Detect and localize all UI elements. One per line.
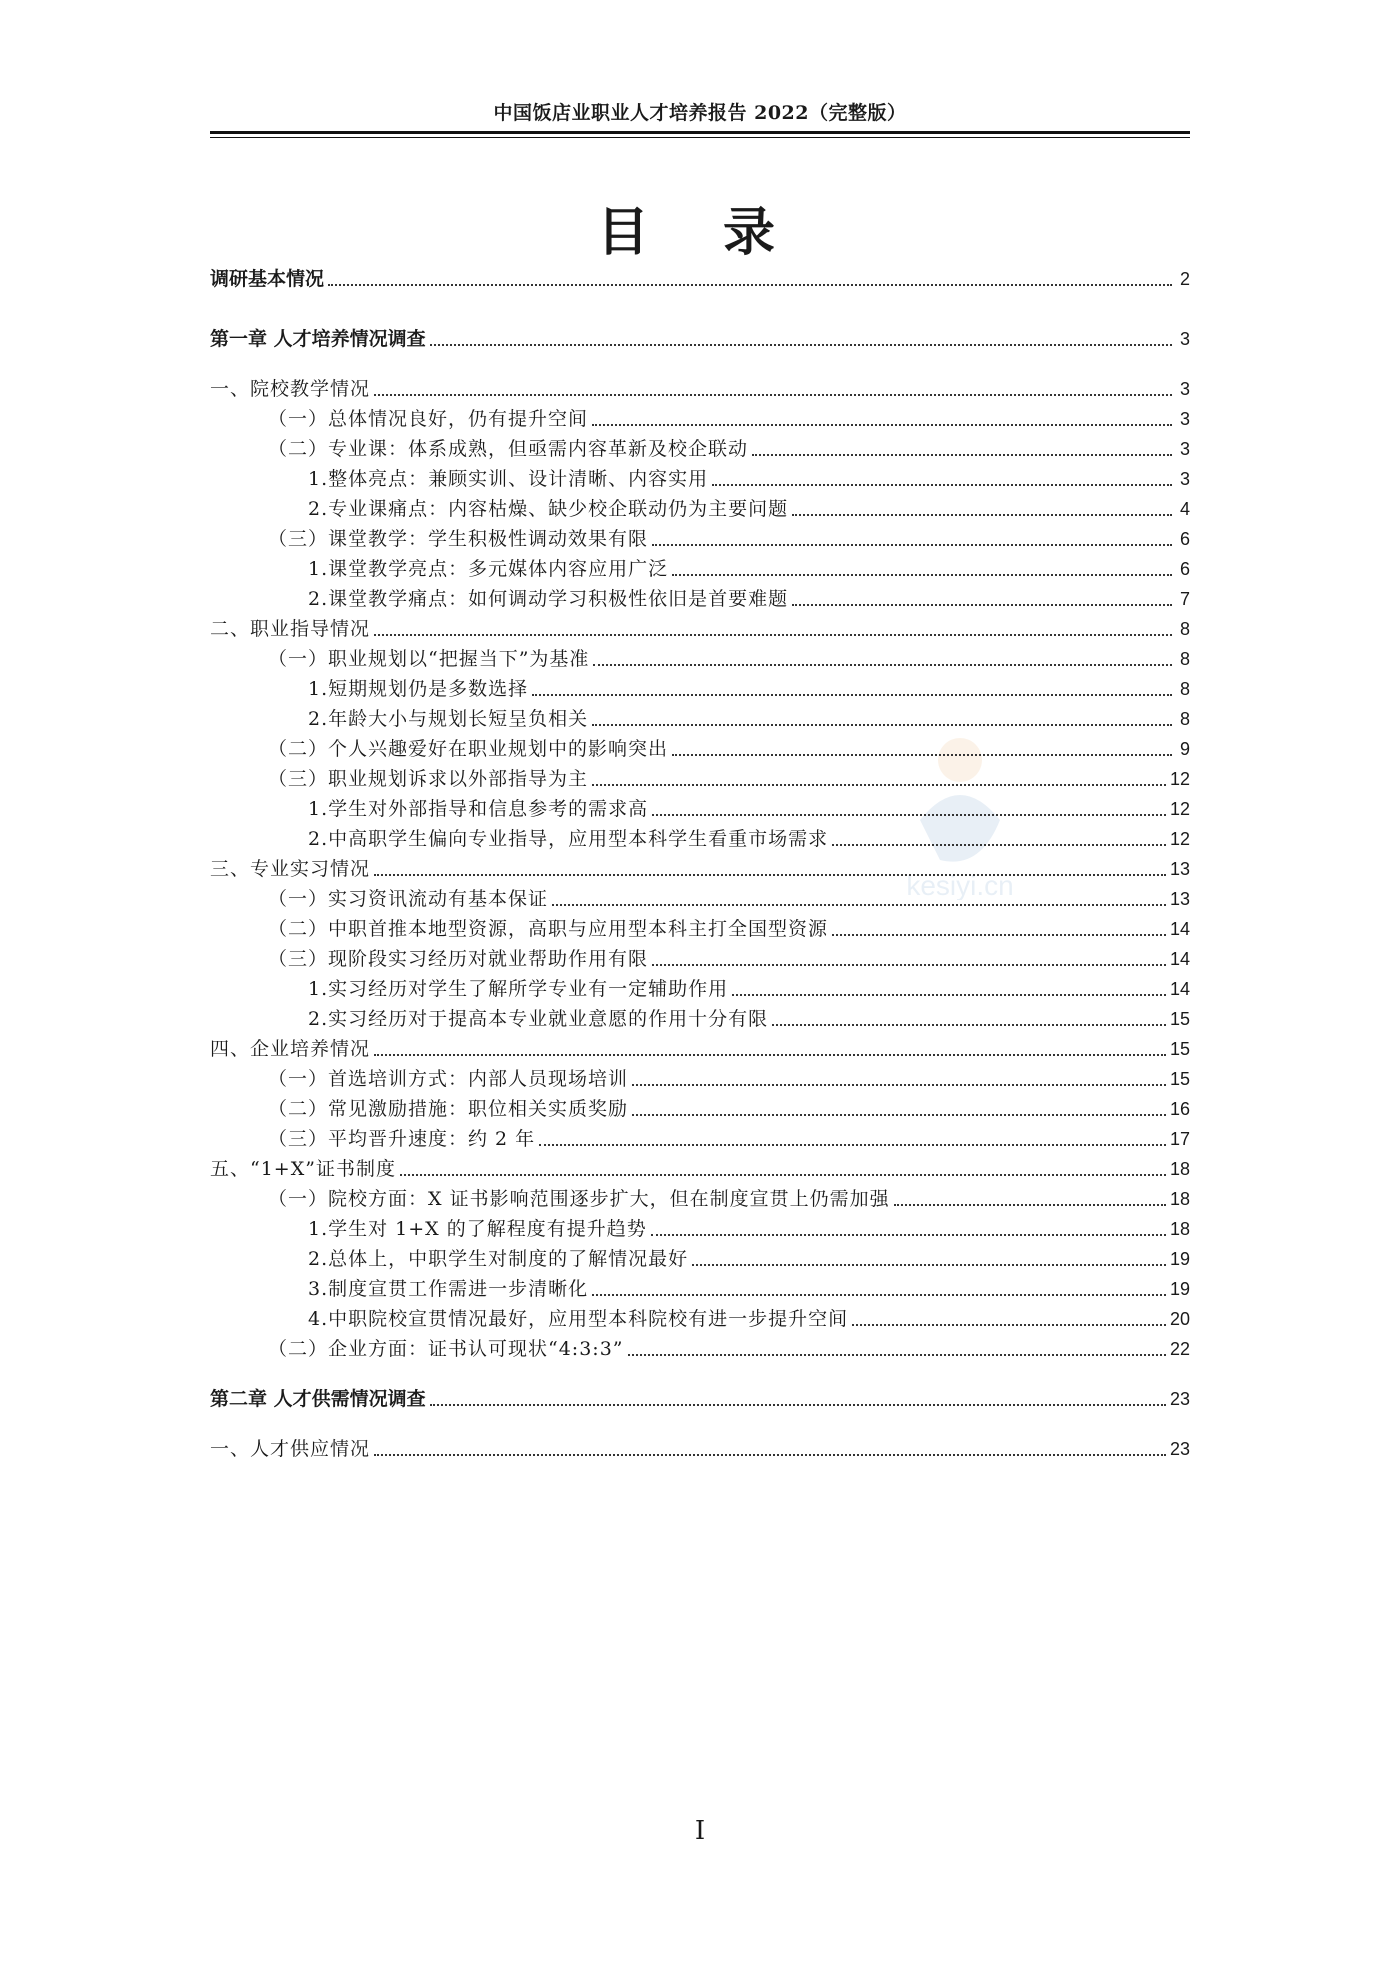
toc-dot-leader <box>672 754 1172 756</box>
toc-dot-leader <box>592 784 1166 786</box>
toc-dot-leader <box>592 1294 1166 1296</box>
toc-entry[interactable] <box>210 432 1190 462</box>
toc-entry-label: 1.课堂教学亮点：多元媒体内容应用广泛 <box>308 558 669 580</box>
toc-entry-page: 18 <box>1169 1219 1190 1239</box>
toc-entry[interactable] <box>210 1212 1190 1242</box>
toc-entry-label: 2.中高职学生偏向专业指导，应用型本科学生看重市场需求 <box>308 828 829 850</box>
toc-entry-label: 一、院校教学情况 <box>210 378 371 400</box>
toc-entry[interactable] <box>210 762 1190 792</box>
page-title: 目 录 <box>596 202 804 263</box>
header-title: 中国饭店业职业人才培养报告 2022（完整版） <box>493 102 907 124</box>
toc-entry-page: 15 <box>1169 1069 1190 1089</box>
toc-entry-label: 1.学生对 1+X 的了解程度有提升趋势 <box>308 1218 647 1240</box>
toc-entry[interactable] <box>210 1382 1190 1412</box>
toc-dot-leader <box>532 694 1172 696</box>
toc-entry-page: 8 <box>1179 709 1190 729</box>
toc-entry-label: 调研基本情况 <box>210 268 325 290</box>
toc-dot-leader <box>692 1264 1166 1266</box>
toc-dot-leader <box>852 1324 1166 1326</box>
toc-entry[interactable] <box>210 792 1190 822</box>
toc-dot-leader <box>792 604 1172 606</box>
toc-entry[interactable] <box>210 612 1190 642</box>
toc-entry-label: 1.整体亮点：兼顾实训、设计清晰、内容实用 <box>308 468 709 490</box>
toc-entry-page: 18 <box>1169 1189 1190 1209</box>
toc-entry[interactable] <box>210 882 1190 912</box>
toc-dot-leader <box>430 344 1172 346</box>
toc-entry-page: 22 <box>1169 1339 1190 1359</box>
toc-entry-label: 2.年龄大小与规划长短呈负相关 <box>308 708 589 730</box>
toc-entry-page: 9 <box>1179 739 1190 759</box>
toc-dot-leader <box>374 394 1172 396</box>
toc-entry-label: 2.实习经历对于提高本专业就业意愿的作用十分有限 <box>308 1008 769 1030</box>
toc-entry-page: 18 <box>1169 1159 1190 1179</box>
toc-entry-label: 第二章 人才供需情况调查 <box>210 1388 426 1410</box>
toc-entry-page: 14 <box>1169 979 1190 999</box>
toc-entry-page: 19 <box>1169 1279 1190 1299</box>
toc-entry-label: （一）总体情况良好，仍有提升空间 <box>268 408 589 430</box>
toc-entry[interactable] <box>210 1272 1190 1302</box>
toc-entry-label: （二）常见激励措施：职位相关实质奖励 <box>268 1098 629 1120</box>
toc-entry-label: 2.专业课痛点：内容枯燥、缺少校企联动仍为主要问题 <box>308 498 789 520</box>
toc-entry-page: 23 <box>1169 1439 1190 1459</box>
toc-dot-leader <box>772 1024 1166 1026</box>
toc-entry[interactable] <box>210 672 1190 702</box>
toc-entry-page: 12 <box>1169 829 1190 849</box>
toc-entry[interactable] <box>210 552 1190 582</box>
toc-entry-page: 17 <box>1169 1129 1190 1149</box>
toc-entry-label: （一）实习资讯流动有基本保证 <box>268 888 549 910</box>
toc-dot-leader <box>628 1354 1166 1356</box>
toc-entry-label: （三）平均晋升速度：约 2 年 <box>268 1128 536 1150</box>
toc-dot-leader <box>374 634 1172 636</box>
toc-entry[interactable] <box>210 822 1190 852</box>
toc-entry[interactable] <box>210 522 1190 552</box>
toc-entry-page: 15 <box>1169 1039 1190 1059</box>
toc-dot-leader <box>792 514 1172 516</box>
toc-entry[interactable] <box>210 462 1190 492</box>
toc-entry-page: 8 <box>1179 679 1190 699</box>
toc-entry-page: 20 <box>1169 1309 1190 1329</box>
toc-entry-label: 五、“1+X”证书制度 <box>210 1158 396 1180</box>
toc-entry-label: （二）专业课：体系成熟，但亟需内容革新及校企联动 <box>268 438 749 460</box>
toc-dot-leader <box>374 874 1166 876</box>
toc-entry-label: （三）现阶段实习经历对就业帮助作用有限 <box>268 948 649 970</box>
toc-entry-label: 1.学生对外部指导和信息参考的需求高 <box>308 798 649 820</box>
toc-entry-page: 6 <box>1179 529 1190 549</box>
toc-entry-page: 3 <box>1179 379 1190 399</box>
toc-entry[interactable] <box>210 1062 1190 1092</box>
toc-entry[interactable] <box>210 942 1190 972</box>
toc-dot-leader <box>672 574 1172 576</box>
toc-dot-leader <box>632 1084 1166 1086</box>
toc-entry-page: 8 <box>1179 619 1190 639</box>
toc-entry-label: 二、职业指导情况 <box>210 618 371 640</box>
toc-entry-page: 3 <box>1179 439 1190 459</box>
toc-dot-leader <box>652 814 1166 816</box>
toc-entry-label: （三）课堂教学：学生积极性调动效果有限 <box>268 528 649 550</box>
toc-entry[interactable] <box>210 372 1190 402</box>
toc-entry-page: 15 <box>1169 1009 1190 1029</box>
toc-entry[interactable] <box>210 1122 1190 1152</box>
toc-entry[interactable] <box>210 1302 1190 1332</box>
toc-entry[interactable] <box>210 1332 1190 1362</box>
toc-entry[interactable] <box>210 1242 1190 1272</box>
toc-entry-page: 4 <box>1179 499 1190 519</box>
toc-entry-label: （二）中职首推本地型资源，高职与应用型本科主打全国型资源 <box>268 918 829 940</box>
toc-dot-leader <box>894 1204 1166 1206</box>
toc-entry[interactable] <box>210 1032 1190 1062</box>
toc-dot-leader <box>374 1054 1166 1056</box>
toc-dot-leader <box>712 484 1172 486</box>
page-number: I <box>694 1816 706 1846</box>
toc-dot-leader <box>539 1144 1166 1146</box>
watermark-text: kesiyi.cn <box>906 870 1014 900</box>
toc-entry-label: 2.总体上，中职学生对制度的了解情况最好 <box>308 1248 689 1270</box>
toc-dot-leader <box>552 904 1166 906</box>
toc-entry-page: 14 <box>1169 949 1190 969</box>
toc-entry-page: 12 <box>1169 769 1190 789</box>
toc-entry-label: 2.课堂教学痛点：如何调动学习积极性依旧是首要难题 <box>308 588 789 610</box>
toc-dot-leader <box>400 1174 1166 1176</box>
toc-dot-leader <box>832 844 1166 846</box>
toc-entry-label: 一、人才供应情况 <box>210 1438 371 1460</box>
header-rule-thin <box>210 137 1190 138</box>
toc-entry-label: （一）职业规划以“把握当下”为基准 <box>268 648 590 670</box>
toc-dot-leader <box>752 454 1172 456</box>
toc-entry-label: （一）院校方面：X 证书影响范围逐步扩大，但在制度宣贯上仍需加强 <box>268 1188 890 1210</box>
toc-dot-leader <box>374 1454 1166 1456</box>
toc-dot-leader <box>592 424 1172 426</box>
toc-dot-leader <box>732 994 1166 996</box>
toc-dot-leader <box>832 934 1166 936</box>
toc-entry[interactable] <box>210 972 1190 1002</box>
toc-entry[interactable] <box>210 492 1190 522</box>
header-rule <box>210 131 1190 134</box>
toc-entry-page: 12 <box>1169 799 1190 819</box>
toc-entry-label: （二）个人兴趣爱好在职业规划中的影响突出 <box>268 738 669 760</box>
toc-entry-label: 四、企业培养情况 <box>210 1038 371 1060</box>
toc-entry-page: 8 <box>1179 649 1190 669</box>
toc-entry-label: 1.短期规划仍是多数选择 <box>308 678 529 700</box>
toc-entry[interactable] <box>210 1002 1190 1032</box>
toc-entry-label: （一）首选培训方式：内部人员现场培训 <box>268 1068 629 1090</box>
toc-entry[interactable] <box>210 732 1190 762</box>
toc-entry-page: 23 <box>1169 1389 1190 1409</box>
toc-entry-label: 3.制度宣贯工作需进一步清晰化 <box>308 1278 589 1300</box>
toc-entry-page: 13 <box>1169 889 1190 909</box>
toc-entry-page: 16 <box>1169 1099 1190 1119</box>
toc-entry[interactable] <box>210 1092 1190 1122</box>
toc-entry-page: 14 <box>1169 919 1190 939</box>
toc-entry-label: 4.中职院校宣贯情况最好，应用型本科院校有进一步提升空间 <box>308 1308 849 1330</box>
toc-entry[interactable] <box>210 642 1190 672</box>
toc-dot-leader <box>652 964 1166 966</box>
toc-entry[interactable] <box>210 1182 1190 1212</box>
toc-entry-page: 3 <box>1179 469 1190 489</box>
toc-dot-leader <box>652 544 1172 546</box>
toc-dot-leader <box>430 1404 1166 1406</box>
toc-entry-label: （二）企业方面：证书认可现状“4:3:3” <box>268 1338 624 1360</box>
toc-dot-leader <box>593 664 1172 666</box>
toc-entry[interactable] <box>210 1152 1190 1182</box>
toc-dot-leader <box>632 1114 1166 1116</box>
toc-entry-page: 3 <box>1179 409 1190 429</box>
toc-entry[interactable] <box>210 402 1190 432</box>
toc-dot-leader <box>328 284 1172 286</box>
toc-entry-label: 1.实习经历对学生了解所学专业有一定辅助作用 <box>308 978 729 1000</box>
toc-entry-page: 6 <box>1179 559 1190 579</box>
toc-entry[interactable] <box>210 1432 1190 1462</box>
toc-entry-label: 三、专业实习情况 <box>210 858 371 880</box>
toc-entry-page: 7 <box>1179 589 1190 609</box>
toc-entry[interactable] <box>210 582 1190 612</box>
toc-entry-page: 2 <box>1179 269 1190 289</box>
toc-entry-page: 3 <box>1179 329 1190 349</box>
toc-entry-label: （三）职业规划诉求以外部指导为主 <box>268 768 589 790</box>
toc-entry-page: 19 <box>1169 1249 1190 1269</box>
toc-entry[interactable] <box>210 702 1190 732</box>
toc-entry[interactable] <box>210 262 1190 292</box>
toc-entry-label: 第一章 人才培养情况调查 <box>210 328 426 350</box>
toc-entry-page: 13 <box>1169 859 1190 879</box>
toc-entry[interactable] <box>210 322 1190 352</box>
toc-entry[interactable] <box>210 912 1190 942</box>
toc-entry[interactable] <box>210 852 1190 882</box>
toc-dot-leader <box>651 1234 1166 1236</box>
toc-dot-leader <box>592 724 1172 726</box>
